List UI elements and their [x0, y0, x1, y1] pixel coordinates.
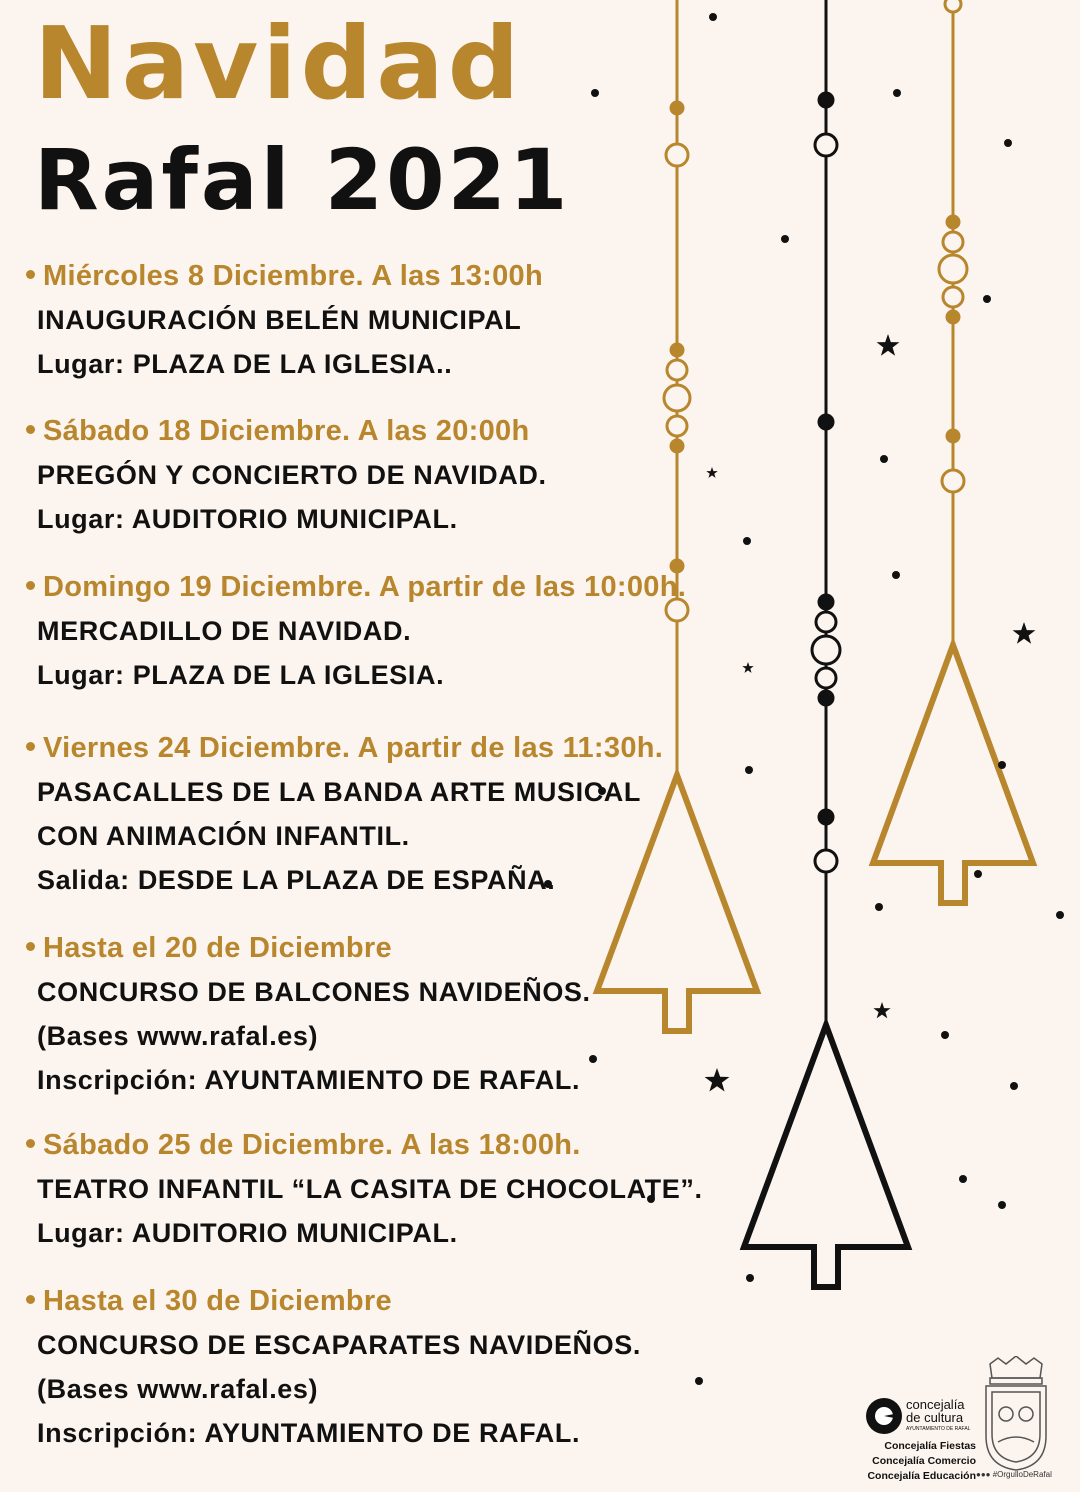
star-icon — [742, 662, 753, 673]
decor-dot — [1004, 139, 1012, 147]
ornament-bead — [667, 416, 687, 436]
ornament-bead — [667, 360, 687, 380]
decor-dot — [880, 455, 888, 463]
event-detail: CONCURSO DE ESCAPARATES NAVIDEÑOS. — [37, 1330, 641, 1360]
department-comercio: Concejalía Comercio — [872, 1455, 976, 1467]
bullet-icon — [26, 581, 35, 590]
ornament-bead — [947, 311, 959, 323]
event-registration: Inscripción: AYUNTAMIENTO DE RAFAL. — [37, 1418, 581, 1448]
event-date: Domingo 19 Diciembre. A partir de las 10:00h. — [26, 569, 686, 613]
bullet-icon — [26, 270, 35, 279]
event-date: Sábado 25 de Diciembre. A las 18:00h. — [26, 1127, 703, 1171]
concejalia-cultura-logo-icon — [866, 1398, 902, 1434]
decor-dot — [746, 1274, 754, 1282]
event-detail: PASACALLES DE LA BANDA ARTE MUSICAL — [37, 777, 641, 807]
ornament-bead — [815, 850, 837, 872]
event-location: Lugar: AUDITORIO MUNICIPAL. — [37, 1218, 458, 1248]
event-detail: CONCURSO DE BALCONES NAVIDEÑOS. — [37, 977, 591, 1007]
decor-dot — [591, 89, 599, 97]
event-date: Hasta el 30 de Diciembre — [26, 1283, 641, 1327]
hashtag-social: ●●● #OrgulloDeRafal — [976, 1470, 1052, 1479]
decor-dot — [941, 1031, 949, 1039]
decor-dot — [709, 13, 717, 21]
ornament-bead — [819, 93, 833, 107]
ornament-bead — [819, 415, 833, 429]
bullet-icon — [26, 1295, 35, 1304]
ornament-bead — [812, 636, 840, 664]
ornament-bead — [819, 810, 833, 824]
decor-dot — [745, 766, 753, 774]
ornament-bead — [671, 440, 683, 452]
event-item — [26, 930, 591, 1106]
bullet-icon — [26, 942, 35, 951]
title-rafal-2021: Rafal 2021 — [34, 131, 571, 229]
decor-dot — [998, 761, 1006, 769]
logo-text: concejalía de cultura — [906, 1397, 965, 1425]
ornament-bead — [942, 470, 964, 492]
star-icon — [877, 334, 900, 356]
event-item — [26, 258, 543, 390]
social-icons: ●●● — [976, 1470, 993, 1479]
ornament-bead — [939, 255, 967, 283]
decor-dot — [959, 1175, 967, 1183]
event-location: Lugar: PLAZA DE LA IGLESIA. — [37, 660, 445, 690]
ornament-bead — [816, 668, 836, 688]
bullet-icon — [26, 425, 35, 434]
decor-dot — [1010, 1082, 1018, 1090]
ornament-bead — [945, 0, 961, 12]
event-date: Hasta el 20 de Diciembre — [26, 930, 591, 974]
bullet-icon — [26, 742, 35, 751]
event-detail: INAUGURACIÓN BELÉN MUNICIPAL — [37, 305, 522, 335]
event-detail: PREGÓN Y CONCIERTO DE NAVIDAD. — [37, 460, 547, 490]
event-location: Salida: DESDE LA PLAZA DE ESPAÑA. — [37, 865, 556, 895]
ornament-bead — [947, 216, 959, 228]
decor-dot — [974, 870, 982, 878]
ornament-bead — [943, 232, 963, 252]
decor-dot — [893, 89, 901, 97]
event-item — [26, 413, 547, 545]
ornament-bead — [671, 344, 683, 356]
town-crest-icon — [976, 1356, 1056, 1472]
event-location: Lugar: AUDITORIO MUNICIPAL. — [37, 504, 458, 534]
ornament-bead — [815, 134, 837, 156]
decor-dot — [743, 537, 751, 545]
event-item — [26, 730, 663, 906]
ornament-bead — [947, 430, 959, 442]
ornament-bead — [819, 595, 833, 609]
department-educacion: Concejalía Educación — [867, 1470, 976, 1482]
ornament-bead — [666, 144, 688, 166]
decor-dot — [695, 1377, 703, 1385]
event-location: Lugar: PLAZA DE LA IGLESIA.. — [37, 349, 453, 379]
decor-dot — [983, 295, 991, 303]
event-registration: Inscripción: AYUNTAMIENTO DE RAFAL. — [37, 1065, 581, 1095]
star-icon — [706, 467, 717, 478]
ornament-bead — [816, 612, 836, 632]
ornament-bead — [664, 385, 690, 411]
bullet-icon — [26, 1139, 35, 1148]
event-item — [26, 569, 686, 701]
event-detail: TEATRO INFANTIL “LA CASITA DE CHOCOLATE”. — [37, 1174, 703, 1204]
ornament-bead — [671, 102, 683, 114]
christmas-tree-ornament — [744, 1025, 908, 1287]
decor-dot — [892, 571, 900, 579]
decor-dot — [998, 1201, 1006, 1209]
decor-dot — [875, 903, 883, 911]
christmas-tree-ornament — [873, 645, 1033, 903]
event-date: Viernes 24 Diciembre. A partir de las 11:30h. — [26, 730, 663, 774]
star-icon — [873, 1002, 890, 1018]
department-fiestas: Concejalía Fiestas — [884, 1440, 976, 1452]
star-icon — [705, 1068, 730, 1092]
event-detail: CON ANIMACIÓN INFANTIL. — [37, 821, 410, 851]
event-link[interactable]: (Bases www.rafal.es) — [37, 1374, 319, 1404]
event-date: Sábado 18 Diciembre. A las 20:00h — [26, 413, 547, 457]
event-date: Miércoles 8 Diciembre. A las 13:00h — [26, 258, 543, 302]
decor-dot — [781, 235, 789, 243]
star-icon — [1013, 622, 1036, 644]
event-item — [26, 1283, 641, 1459]
logo-subtitle: AYUNTAMIENTO DE RAFAL — [906, 1426, 971, 1432]
event-link[interactable]: (Bases www.rafal.es) — [37, 1021, 319, 1051]
event-detail: MERCADILLO DE NAVIDAD. — [37, 616, 412, 646]
title-navidad: Navidad — [34, 5, 524, 122]
event-item — [26, 1127, 703, 1259]
decor-dot — [1056, 911, 1064, 919]
ornament-bead — [943, 287, 963, 307]
ornament-bead — [819, 691, 833, 705]
